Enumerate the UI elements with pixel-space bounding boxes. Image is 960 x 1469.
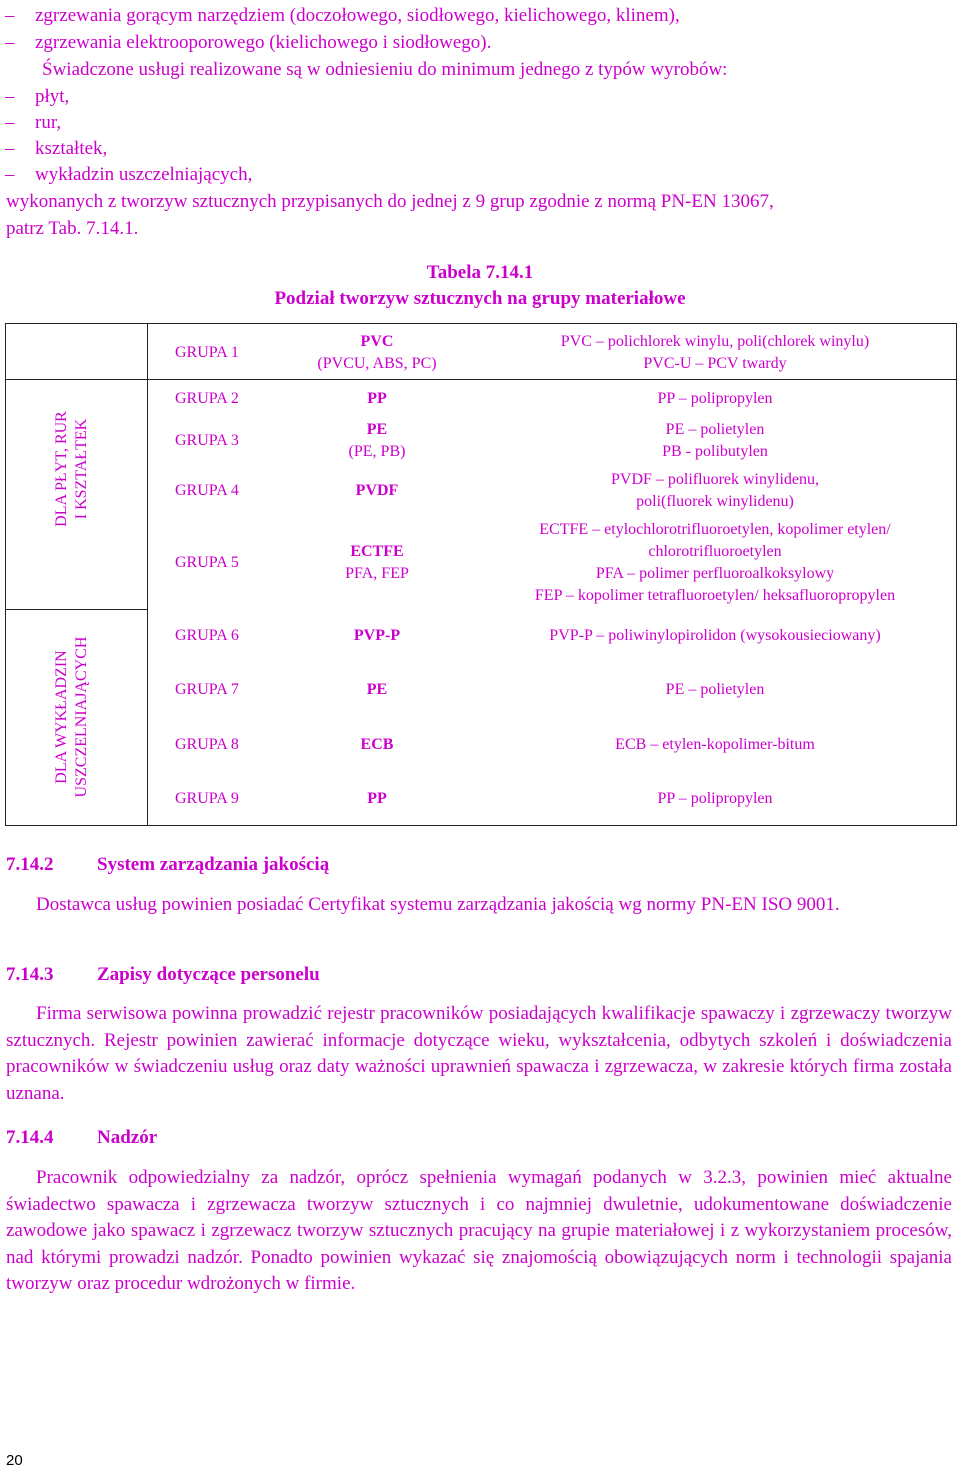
side-label-line: DLA PŁYT, RUR [53, 411, 70, 527]
bullet-pipes [35, 110, 61, 136]
desc-line: PFA – polimer perfluoroalkoksylowy [595, 565, 835, 582]
bullet-text: zgrzewania gorącym narzędziem (doczołowego, siodłowego, kielichowego, klinem), [35, 5, 680, 26]
bullet-fittings [35, 136, 107, 162]
section-title: Nadzór [97, 1127, 158, 1148]
desc-line: FEP – kopolimer tetrafluoroetylen/ heksafluoropropylen [534, 587, 896, 604]
material-name: PP [367, 790, 387, 807]
side-label-line: DLA WYKŁADZIN [53, 650, 70, 784]
material-name: PVC [360, 333, 394, 350]
material-description [475, 469, 955, 513]
group-label: GRUPA 9 [175, 790, 239, 807]
material-description: PP – polipropylen [657, 790, 773, 807]
desc-line: PVC – polichlorek winylu, poli(chlorek winylu) [560, 333, 870, 350]
section-body [6, 1165, 952, 1298]
section-number: 7.14.4 [6, 1127, 54, 1148]
group-label: GRUPA 6 [175, 627, 239, 644]
section-number: 7.14.3 [6, 964, 54, 985]
material-description: ECB – etylen-kopolimer-bitum [615, 736, 815, 753]
desc-line: PVDF – polifluorek winylidenu, [611, 471, 819, 488]
material-description: PVP-P – poliwinylopirolidon (wysokousieciowany) [549, 627, 881, 644]
material-code [277, 541, 477, 585]
side-label-line: USZCZELNIAJĄCYCH [73, 636, 90, 798]
bullet-hot-tool-welding [35, 3, 680, 29]
section-body-text: Firma serwisowa powinna prowadzić rejestr pracowników posiadających kwalifikacje spawaczy i zgrzewaczy tworzyw sztucznych. Rejestr powinien zawierać informacje dotyczące wieku, wykształcenia, odbytych szkoleń i doświadczenia pracowników w świadczeniu usług oraz daty ważności uprawnień spawacza i zgrzewacza, w zakresie których firma została uznana. [6, 1003, 952, 1104]
group-label: GRUPA 8 [175, 736, 239, 753]
material-name: PVDF [355, 482, 399, 499]
material-name: ECB [360, 736, 394, 753]
material-name: PE [366, 421, 388, 438]
desc-line: ECTFE – etylochlorotrifluoroetylen, kopolimer etylen/ [539, 521, 891, 538]
group-label: GRUPA 1 [175, 344, 239, 361]
material-sub: PFA, FEP [345, 565, 409, 582]
groups-sentence-ref: patrz Tab. 7.14.1. [6, 218, 139, 239]
desc-line: poli(fluorek winylidenu) [636, 493, 794, 510]
material-name: PE [366, 681, 388, 698]
section-number: 7.14.2 [6, 854, 54, 875]
group-label: GRUPA 2 [175, 390, 239, 407]
material-name: PP [367, 390, 387, 407]
side-label-plates-pipes-fittings [52, 369, 100, 569]
group-label: GRUPA 4 [175, 482, 239, 499]
table-caption: Tabela 7.14.1 [426, 262, 534, 283]
section-body [6, 892, 952, 919]
desc-line: chlorotrifluoroetylen [648, 543, 782, 560]
section-body [6, 1001, 952, 1107]
material-code [277, 331, 477, 375]
material-description [475, 419, 955, 463]
intro-line: Świadczone usługi realizowane są w odniesieniu do minimum jednego z typów wyrobów: [42, 59, 728, 80]
section-body-text: Pracownik odpowiedzialny za nadzór, oprócz spełnienia wymagań podanych w 3.2.3, powinien mieć aktualne świadectwo spawacza i zgrzewacza tworzyw sztucznych i co najmniej dwuletnie, udokumentowane doświadczenie zawodowe jako spawacz i zgrzewacz tworzyw sztucznych pracujący na grupie materiałowej i z wykorzystaniem procesów, nad którymi prowadzi nadzór. Ponadto powinien wykazać się znajomością obowiązujących norm i technologii spajania tworzyw oraz procedur wdrożonych w firmie. [6, 1167, 952, 1294]
bullet-text: zgrzewania elektrooporowego (kielichowego i siodłowego). [35, 32, 492, 53]
material-description: PE – polietylen [665, 681, 765, 698]
group-label: GRUPA 3 [175, 432, 239, 449]
bullet-text: rur, [35, 112, 62, 133]
bullet-plates [35, 84, 69, 110]
bullet-text: płyt, [35, 86, 70, 107]
side-label-linings [52, 617, 100, 817]
page-number: 20 [6, 1452, 23, 1469]
material-description [475, 331, 955, 375]
desc-line: PVC-U – PCV twardy [643, 355, 787, 372]
section-title: Zapisy dotyczące personelu [97, 964, 320, 985]
desc-line: PB - polibutylen [662, 443, 768, 460]
section-title: System zarządzania jakością [97, 854, 330, 875]
group-label: GRUPA 7 [175, 681, 239, 698]
material-name: ECTFE [350, 543, 404, 560]
table-title: Podział tworzyw sztucznych na grupy materiałowe [274, 288, 686, 309]
bullet-linings [35, 162, 252, 188]
material-name: PVP-P [353, 627, 401, 644]
group-label: GRUPA 5 [175, 554, 239, 571]
material-code [277, 419, 477, 463]
material-sub: (PVCU, ABS, PC) [317, 355, 437, 372]
bullet-text: wykładzin uszczelniających, [35, 164, 253, 185]
material-description: PP – polipropylen [657, 390, 773, 407]
side-label-line: I KSZTAŁTEK [73, 418, 90, 520]
material-description [475, 519, 955, 607]
bullet-electrofusion-welding [35, 30, 491, 56]
bullet-text: kształtek, [35, 138, 108, 159]
groups-sentence: wykonanych z tworzyw sztucznych przypisanych do jednej z 9 grup zgodnie z normą PN-EN 13067, [6, 191, 774, 212]
section-body-text: Dostawca usług powinien posiadać Certyfikat systemu zarządzania jakością wg normy PN-EN ISO 9001. [36, 894, 840, 915]
material-sub: (PE, PB) [348, 443, 406, 460]
desc-line: PE – polietylen [665, 421, 765, 438]
